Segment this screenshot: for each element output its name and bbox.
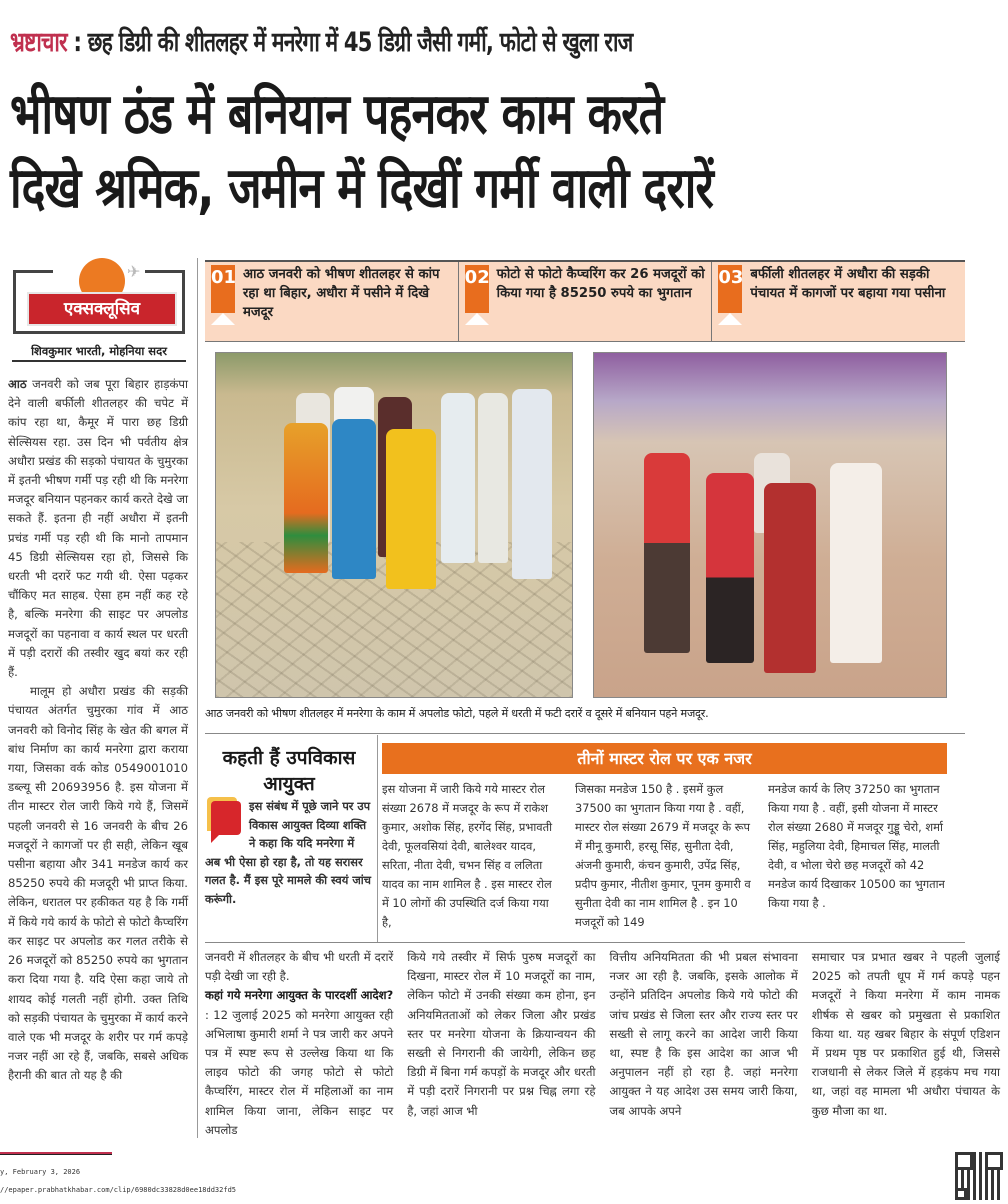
photo-caption: आठ जनवरी को भीषण शीतलहर में मनरेगा के काम में अपलोड फोटो, पहले में धरती में फटी दरारें व दूसरे में बनियान पहने मजदूर. [205, 707, 709, 720]
kicker-line [10, 22, 782, 59]
master-roll-col-2: जिसका मनडेज 150 है . इसमें कुल 37500 का भुगतान किया गया है . वहीं, मास्टर रोल संख्या 2679 में मजदूर के रूप में मीनू कुमारी, हरसू सिंह, सुनीता देवी, अंजनी कुमारी, कंचन कुमारी, उपेंद्र सिंह, प्रदीप कुमार, नीतीश कुमार, पूनम कुमारी व सुनीता देवी का नाम शामिल है . इन 10 मजदूरों को 149 [575, 782, 751, 929]
bottom-col-1-pre: जनवरी में शीतलहर के बीच भी धरती में दरारें पड़ी देखी जा रही है. [205, 950, 394, 984]
worker-figure [512, 389, 552, 579]
kicker-tag: भ्रष्टाचार [10, 27, 67, 58]
bird-icon: ✈ [127, 262, 141, 281]
highlight-number-badge: 01 [211, 265, 235, 313]
highlight-item [459, 262, 713, 341]
highlight-number-badge: 03 [718, 265, 742, 313]
bottom-col-1 [205, 948, 393, 1140]
speech-bubble-icon [211, 801, 241, 835]
highlight-item [205, 262, 459, 341]
byline: शिवकुमार भारती, मोहनिया सदर [12, 344, 186, 362]
exclusive-label: एक्सक्लूसिव [27, 292, 177, 326]
exclusive-logo [9, 258, 189, 340]
highlight-number-badge: 02 [465, 265, 489, 313]
subheading-commissioner-orders: कहां गये मनरेगा आयुक्त के पारदर्शी आदेश? [205, 988, 394, 1003]
column-divider [377, 735, 378, 943]
section-divider [205, 733, 965, 734]
worker-figure [284, 423, 328, 573]
master-roll-col-1: इस योजना में जारी किये गये मास्टर रोल संख्या 2678 में मजदूर के रूप में राकेश कुमार, अशोक सिंह, हरगेंद सिंह, प्रभावती देवी, फूलवसियां देवी, बालेश्वर यादव, सरिता, नीता देवी, चभन सिंह व ललिता यादव का नाम शामिल है . इस मास्टर रोल में 10 लोगों की उपस्थिति दर्ज किया गया है, [382, 782, 553, 929]
kicker-separator: : [66, 27, 88, 58]
worker-figure [332, 419, 376, 579]
worker-figure [706, 473, 754, 663]
photo-cracked-ground-workers [215, 352, 573, 698]
highlight-item [712, 262, 965, 341]
worker-figure [830, 463, 882, 663]
headline [10, 78, 802, 226]
worker-figure [478, 393, 508, 563]
highlight-text: बर्फीली शीतलहर में अधौरा की सड़की पंचायत में कागजों पर बहाया गया पसीना [750, 267, 946, 301]
worker-figure [764, 483, 816, 673]
headline-line-2: दिखे श्रमिक, जमीन में दिखीं गर्मी वाली दरारें [10, 156, 714, 221]
photo-vest-workers [593, 352, 947, 698]
qr-finder-pattern [955, 1188, 967, 1200]
master-roll-title: तीनों मास्टर रोल पर एक नजर [382, 743, 947, 774]
bottom-col-1-post: : 12 जुलाई 2025 को मनरेगा आयुक्त रही अभिलाषा कुमारी शर्मा ने पत्र जारी कर अपने पत्र में स्पष्ट रूप से उल्लेख किया था कि लाइव फोटो की जगह फोटो से फोटो कैप्चरिंग, मास्टर रोल में महिलाओं का नाम शामिल किया जाना, लेकिन साइट पर अपलोड [205, 1007, 394, 1137]
highlights-strip [205, 260, 965, 342]
deputy-commissioner-quote [205, 745, 373, 908]
worker-figure [386, 429, 436, 589]
exclusive-badge-block [6, 258, 192, 362]
lead-word: आठ [8, 377, 27, 391]
footer-rule [0, 1152, 112, 1155]
highlight-text: आठ जनवरी को भीषण शीतलहर से कांप रहा था बिहार, अधौरा में पसीने में दिखे मजदूर [243, 267, 440, 320]
highlight-text: फोटो से फोटो कैप्चरिंग कर 26 मजदूरों को किया गया है 85250 रुपये का भुगतान [496, 267, 705, 301]
kicker-text: छह डिग्री की शीतलहर में मनरेगा में 45 डिग्री जैसी गर्मी, फोटो से खुला राज [87, 27, 633, 58]
section-divider [205, 942, 965, 943]
master-roll-columns [382, 780, 947, 932]
footer-url[interactable]: //epaper.prabhatkhabar.com/clip/6980dc33828d0ee18dd32fd5 [0, 1186, 237, 1194]
qr-code-icon[interactable] [955, 1152, 1003, 1200]
master-roll-col-3: मनडेज कार्य के लिए 37250 का भुगतान किया गया है . वहीं, इसी योजना में मास्टर रोल संख्या 2680 में मजदूर गुड्डू चेरो, शर्मा सिंह, महुलिया देवी, हिमाचल सिंह, मालती देवी, व भोला चेरो छह मजदूरों को 42 मनडेज कार्य दिखाकर 10500 का भुगतान किया गया है . [768, 782, 945, 910]
bottom-col-3: वित्तीय अनियमितता की भी प्रबल संभावना नजर आ रही है. जबकि, इसके आलोक में उन्होंने प्रतिदिन अपलोड किये गये फोटो की जांच प्रखंड से जिला स्तर और राज्य स्तर पर सख्ती से लागू करने का आदेश जारी किया था, स्पष्ट है कि इस आदेश का आज भी अनुपालन नहीं हो रहा है. जहां मनरेगा आयुक्त ने यह आदेश उस समय जारी किया, जब आपके अपने [609, 950, 798, 1118]
photo-pair [215, 352, 950, 698]
quote-body: इस संबंध में पूछे जाने पर उप विकास आयुक्त दिव्या शक्ति ने कहा कि यदि मनरेगा में अब भी ऐसा हो रहा है, तो यह सरासर गलत है. मैं इस पूरे मामले की स्वयं जांच करूंगी. [205, 799, 371, 906]
left-column-article [8, 375, 188, 1086]
bottom-col-2: किये गये तस्वीर में सिर्फ पुरुष मजदूरों का दिखना, मास्टर रोल में 10 मजदूरों का नाम, लेकिन फोटो में उनकी संख्या कम होना, इन अनियमितताओं को लेकर जिला और प्रखंड स्तर पर मनरेगा योजना के क्रियान्वयन की सख्ती से निगरानी की जायेगी, लेकिन छह डिग्री में बिना गर्म कपड़ों के मजदूर और धरती में पड़ी दरारें निगरानी पर प्रश्न चिह्न लगा रहे है, जहां आज भी [407, 950, 596, 1118]
quote-title: कहती हैं उपविकास आयुक्त [222, 747, 356, 795]
worker-figure [441, 393, 475, 563]
left-para-2: मालूम हो अधौरा प्रखंड की सड़की पंचायत अंतर्गत चुमुरका गांव में आठ जनवरी को विनोद सिंह के खेत की बगल में बांध निर्माण का कार्य मनरेगा द्वारा कराया गया, जिसका वर्क कोड 0549001010 डब्ल्यू सी 20693956 है. इस योजना में तीन मास्टर रोल जारी किये गये हैं, जिसमें पहली जनवरी से 16 जनवरी के बीच 26 मजदूरों ने कागजों पर ही सही, लेकिन खूब पसीना बहाया और 341 मनडेज कार्य कर 85250 रुपये की मजदूरी भी प्राप्त किया. लेकिन, धरातल पर हकीकत यह है कि गर्मी में किये गये कार्य के फोटो से फोटो कैप्चरिंग कर साइट पर अपलोड कर गलत तरीके से 26 मजदूरों को 85250 रुपये का भुगतान करा दिया गया है. यदि ऐसा कहा जाये तो शायद कोई गलती नहीं होगी. उक्त तिथि को सड़की पंचायत के चुमुरका में कार्य करने वाले एक भी मजदूर के शरीर पर गर्म कपड़े नजर नहीं आ रहे हैं, जबकि, सबसे अधिक हैरानी की बात तो यह है की [8, 684, 188, 1083]
master-roll-box [382, 743, 947, 932]
bottom-article-columns [205, 948, 1000, 1140]
left-para-1: जनवरी को जब पूरा बिहार हाड़कंपा देने वाली बर्फीली शीतलहर की चपेट में कांप रहा था, कैमूर में पारा छह डिग्री सेल्सियस रहा. उस दिन भी पर्वतीय क्षेत्र अधौरा प्रखंड की सड़को पंचायत के चुमुरका में इतनी भीषण गर्मी पड़ रही थी कि मनरेगा मजदूर बनियान पहनकर कार्य करते देखे जा सकते हैं. इतना ही नहीं अधौरा में इतनी प्रचंड गर्मी पड़ रही थी कि मानो तापमान 45 डिग्री सेल्सियस रहा हो, जिससे कि धरती भी दरारें फट गयी थी. ऐसा पढ़कर चौंकिए मत साहब. ऐसा हम नहीं कह रहे है, बल्कि मनरेगा की साइट पर अपलोड मजदूरों का पहनावा व कार्य स्थल पर धरती में पड़ी दरारों की तस्वीर खुद बयां कर रही हैं. [8, 377, 188, 680]
column-divider [197, 258, 198, 1138]
footer-date: y, February 3, 2026 [0, 1168, 81, 1176]
headline-line-1: भीषण ठंड में बनियान पहनकर काम करते [10, 82, 664, 147]
bottom-col-4: समाचार पत्र प्रभात खबर ने पहली जुलाई 2025 को तपती धूप में गर्म कपड़े पहन मजदूरों ने किया मनरेगा में काम नामक शीर्षक से खबर को प्रमुखता से प्रकाशित किया था. यह खबर बिहार के संपूर्ण एडिशन में प्रथम पृष्ठ पर प्रकाशित हुई थी, जिससे राजधानी से लेकर जिले में हड़कंप मच गया था, जहां वह मामला भी अधौरा पंचायत के कुछ मौजा का था. [811, 950, 1000, 1118]
worker-figure [644, 453, 690, 653]
